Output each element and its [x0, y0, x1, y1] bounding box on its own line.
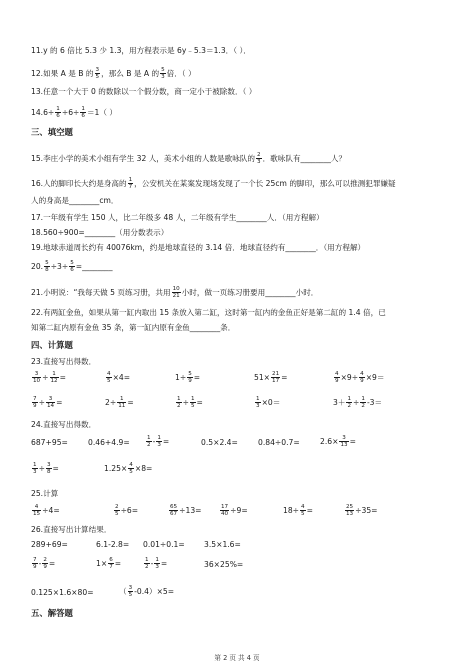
question-21: 21.小明说：“我每天做 5 页练习册，共用 $\frac{10}{21}$ 小时，做一页练习册要用________小时．: [31, 286, 319, 300]
question-14: 14.6÷ $\frac{1}{6}$ ÷6÷ $\frac{1}{6}$ ＝1（ ）: [31, 106, 117, 120]
expression-cell: $\frac{7}{9}$ - $\frac{2}{9}$ =: [33, 557, 56, 571]
question-12: 12.如果 A 是 B 的 $\frac{3}{5}$ ，那么 B 是 A 的 $\frac{5}{3}$ 倍．（ ）: [31, 67, 196, 81]
page-footer: 第 2 页 共 4 页: [214, 654, 260, 662]
expression-cell: $\frac{1}{3}$ ÷ $\frac{3}{8}$ =: [33, 462, 59, 476]
fraction: $\frac{5}{8}$: [45, 260, 49, 274]
question-13: 13.任意一个大于 0 的数除以一个假分数，商一定小于被除数．（ ）: [31, 87, 257, 96]
expression-cell: $\frac{1}{2}$ ÷ $\frac{1}{5}$ =: [177, 396, 203, 410]
expression-cell: 1÷ $\frac{5}{9}$ =: [175, 371, 201, 385]
fraction: $\frac{1}{6}$: [56, 106, 60, 120]
section-heading-fill-in: 三、填空题: [31, 127, 73, 137]
fraction: $\frac{5}{3}$: [161, 67, 165, 81]
expression-cell: 1× $\frac{6}{7}$ =: [96, 557, 122, 571]
question-11: 11.y 的 6 倍比 5.3 少 1.3，用方程表示是 6y﹣5.3＝1.3．（ ）．: [31, 46, 251, 55]
fraction: $\frac{1}{6}$: [81, 106, 85, 120]
section-heading-word-problems: 五、解答题: [31, 608, 73, 618]
expression-cell: 18÷ $\frac{4}{5}$ =: [283, 504, 313, 518]
expression-cell: $\frac{1}{3}$ ×0＝: [256, 396, 281, 410]
expression-cell: 1.25× $\frac{4}{5}$ ×8=: [104, 462, 153, 476]
expression-cell: $\frac{4}{15}$ ÷4=: [33, 504, 60, 518]
question-16-continued: 人的身高是________cm．: [31, 196, 119, 205]
fraction: $\frac{1}{7}$: [128, 177, 133, 191]
expression-cell: $\frac{1}{2}$ - $\frac{1}{3}$ =: [145, 557, 168, 571]
expression-cell: 2.6× $\frac{3}{13}$ =: [320, 435, 356, 449]
expression-cell: 0.5×2.4=: [201, 438, 238, 447]
expression-cell: （ $\frac{3}{5}$ -0.4）×5=: [119, 585, 175, 599]
expression-cell: 51× $\frac{21}{17}$ =: [254, 371, 288, 385]
expression-cell: $\frac{65}{67}$ ÷13=: [170, 504, 202, 518]
expression-cell: 0.125×1.6×80=: [31, 588, 94, 597]
expression-cell: 289+69=: [31, 540, 68, 549]
expression-cell: 36×25%=: [204, 560, 244, 569]
expression-cell: 2÷ $\frac{1}{11}$ =: [105, 396, 134, 410]
expression-cell: $\frac{17}{40}$ ÷9=: [221, 504, 248, 518]
question-24: 24.直接写出得数．: [31, 420, 97, 429]
question-17: 17.一年级有学生 150 人，比二年级多 48 人，二年级有学生________人．（用方程解）: [31, 213, 324, 222]
question-22: 22.有两缸金鱼，如果从第一缸内取出 15 条放入第二缸，这时第一缸内的金鱼正好是第二缸的 1.4 倍，已: [31, 308, 386, 317]
expression-cell: $\frac{7}{9}$ ÷ $\frac{3}{14}$ =: [33, 396, 63, 410]
expression-cell: 3＋ $\frac{1}{2}$ ÷ $\frac{1}{2}$ -3＝: [333, 396, 383, 410]
question-19: 19.地球赤道周长约有 40076km，约是地球直径的 3.14 倍．地球直径约有________．（用方程解）: [31, 243, 366, 252]
question-22-continued: 知第二缸内原有金鱼 35 条，第一缸内原有金鱼________条．: [31, 323, 236, 332]
expression-cell: $\frac{4}{5}$ ×4=: [107, 371, 131, 385]
section-heading-calculation: 四、计算题: [31, 340, 73, 350]
question-23: 23.直接写出得数．: [31, 357, 97, 366]
expression-cell: 0.84÷0.7=: [258, 438, 300, 447]
expression-cell: 0.01÷0.1=: [143, 540, 185, 549]
expression-cell: $\frac{4}{9}$ ×9÷ $\frac{4}{9}$ ×9＝: [335, 371, 385, 385]
question-26: 26.直接写出计算结果．: [31, 525, 112, 534]
expression-cell: 3.5×1.6=: [204, 540, 241, 549]
expression-cell: $\frac{25}{13}$ ÷35=: [346, 504, 378, 518]
expression-cell: 0.46+4.9=: [88, 438, 130, 447]
question-25: 25.计算: [31, 489, 59, 498]
question-18: 18.560÷900=________（用分数表示）: [31, 228, 169, 237]
expression-cell: $\frac{2}{5}$ ÷6=: [115, 504, 139, 518]
fraction: $\frac{2}{3}$: [257, 152, 261, 166]
fraction: $\frac{3}{5}$: [95, 67, 100, 81]
question-15: 15.李庄小学的美术小组有学生 32 人，美术小组的人数是歌咏队的 $\frac{2}{3}$ ．歌咏队有________人？: [31, 152, 347, 166]
expression-cell: $\frac{1}{2}$ - $\frac{1}{3}$ =: [147, 435, 170, 449]
question-20: 20. $\frac{5}{8}$ ÷3÷ $\frac{5}{6}$ =________: [31, 260, 113, 274]
expression-cell: 687+95=: [31, 438, 68, 447]
fraction: $\frac{10}{21}$: [172, 286, 180, 300]
question-16: 16.人的脚印长大约是身高的 $\frac{1}{7}$ ，公安机关在某案发现场发现了一个长 25cm 的脚印，那么可以推测犯罪嫌疑: [31, 177, 396, 191]
fraction: $\frac{5}{6}$: [70, 260, 74, 274]
expression-cell: $\frac{3}{10}$ ÷ $\frac{1}{12}$ =: [33, 371, 66, 385]
expression-cell: 6.1-2.8=: [96, 540, 130, 549]
